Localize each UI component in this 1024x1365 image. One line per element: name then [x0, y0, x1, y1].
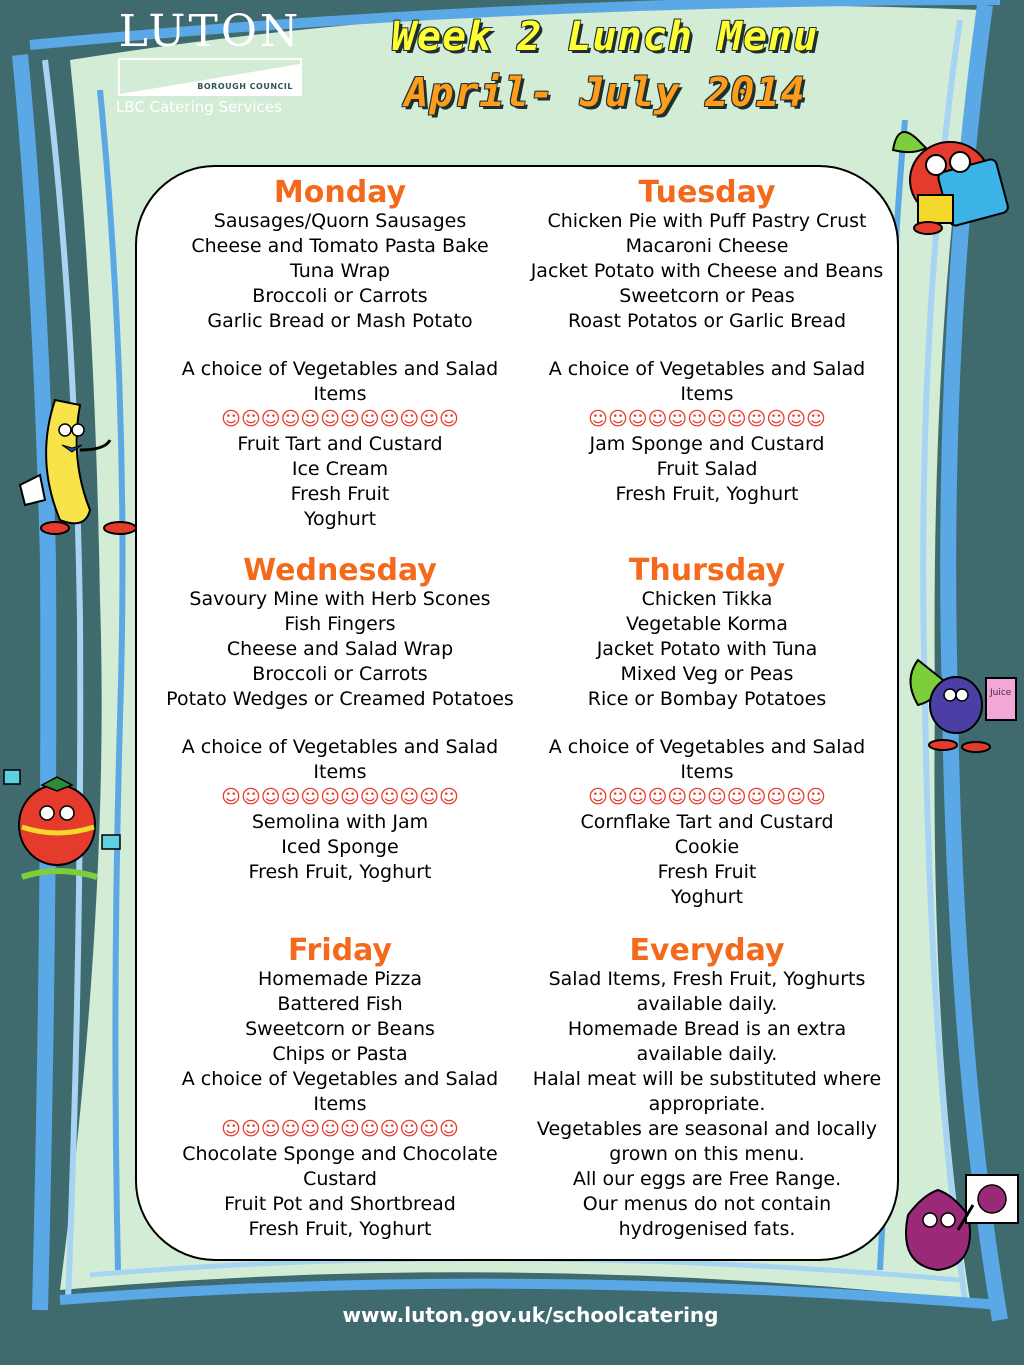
- dessert-item: Fruit Tart and Custard: [237, 433, 443, 455]
- luton-logo: [118, 8, 302, 96]
- dessert-item: Fruit Salad: [656, 458, 758, 480]
- smiley-row: ☺☺☺☺☺☺☺☺☺☺☺☺: [221, 408, 459, 430]
- menu-item: Potato Wedges or Creamed Potatoes: [166, 688, 514, 710]
- logo-subtext: BOROUGH COUNCIL: [194, 82, 296, 91]
- menu-item: Tuna Wrap: [290, 260, 390, 282]
- monday-section: [160, 175, 520, 532]
- menu-item: Savoury Mine with Herb Scones: [189, 588, 491, 610]
- menu-item: Mixed Veg or Peas: [620, 663, 794, 685]
- footer-url[interactable]: www.luton.gov.uk/schoolcatering: [342, 1303, 719, 1327]
- menu-item: Vegetable Korma: [626, 613, 788, 635]
- thursday-heading: Thursday: [628, 553, 786, 588]
- info-line: All our eggs are Free Range.: [572, 1168, 842, 1190]
- apple-reading-icon: [888, 120, 1018, 240]
- menu-item: Sweetcorn or Peas: [619, 285, 795, 307]
- dessert-item: Fresh Fruit: [290, 483, 390, 505]
- menu-item: Broccoli or Carrots: [252, 285, 428, 307]
- menu-item: Fish Fingers: [284, 613, 396, 635]
- menu-item: Sausages/Quorn Sausages: [213, 210, 467, 232]
- monday-heading: Monday: [273, 175, 407, 210]
- dessert-item: Fresh Fruit, Yoghurt: [615, 483, 799, 505]
- banana-waiter-icon: [10, 390, 140, 540]
- dessert-item: Fruit Pot and Shortbread: [224, 1193, 456, 1215]
- dessert-item: Jam Sponge and Custard: [589, 433, 825, 455]
- menu-item: Chicken Tikka: [641, 588, 773, 610]
- dessert-item: Fresh Fruit, Yoghurt: [248, 861, 432, 883]
- dessert-item: Cookie: [674, 836, 740, 858]
- dessert-item: Semolina with Jam: [251, 811, 429, 833]
- page-subtitle: April- July 2014: [404, 70, 806, 116]
- everyday-heading: Everyday: [629, 933, 785, 968]
- smiley-row: ☺☺☺☺☺☺☺☺☺☺☺☺: [588, 786, 826, 808]
- friday-heading: Friday: [287, 933, 392, 968]
- choice-text: A choice of Vegetables and Salad Items: [548, 736, 866, 783]
- logo-wordmark: LUTON: [118, 6, 302, 57]
- menu-item: Rice or Bombay Potatoes: [587, 688, 827, 710]
- menu-item: Chips or Pasta: [272, 1043, 408, 1065]
- plum-juice-icon: [898, 650, 1023, 755]
- tuesday-heading: Tuesday: [638, 175, 776, 210]
- menu-item: Jacket Potato with Tuna: [596, 638, 818, 660]
- everyday-section: [527, 933, 887, 1242]
- wednesday-section: [160, 553, 520, 885]
- menu-item: Roast Potatos or Garlic Bread: [567, 310, 847, 332]
- page-title: Week 2 Lunch Menu: [391, 14, 819, 60]
- menu-item: Broccoli or Carrots: [252, 663, 428, 685]
- dessert-item: Fresh Fruit, Yoghurt: [248, 1218, 432, 1240]
- dessert-item: Chocolate Sponge and Chocolate Custard: [182, 1143, 498, 1190]
- catering-services-label: LBC Catering Services: [116, 98, 282, 116]
- logo-box: [118, 58, 302, 96]
- smiley-row: ☺☺☺☺☺☺☺☺☺☺☺☺: [221, 786, 459, 808]
- friday-section: [160, 933, 520, 1242]
- tuesday-section: [527, 175, 887, 507]
- menu-item: Chicken Pie with Puff Pastry Crust: [547, 210, 867, 232]
- dessert-item: Yoghurt: [670, 886, 744, 908]
- menu-item: Jacket Potato with Cheese and Beans: [530, 260, 884, 282]
- dessert-item: Iced Sponge: [281, 836, 399, 858]
- choice-text: A choice of Vegetables and Salad Items: [548, 358, 866, 405]
- info-line: Vegetables are seasonal and locally grown on this menu.: [536, 1118, 878, 1165]
- menu-item: Garlic Bread or Mash Potato: [207, 310, 473, 332]
- info-line: Salad Items, Fresh Fruit, Yoghurts available daily.: [548, 968, 866, 1015]
- juice-label: Juice: [990, 688, 1012, 698]
- smiley-row: ☺☺☺☺☺☺☺☺☺☺☺☺: [221, 1118, 459, 1140]
- info-line: Homemade Bread is an extra available daily.: [567, 1018, 847, 1065]
- info-line: Halal meat will be substituted where appropriate.: [532, 1068, 882, 1115]
- menu-item: Cheese and Tomato Pasta Bake: [191, 235, 489, 257]
- choice-text: A choice of Vegetables and Salad Items: [181, 358, 499, 405]
- menu-item: Cheese and Salad Wrap: [226, 638, 454, 660]
- fig-teacher-icon: [898, 1165, 1023, 1275]
- dessert-item: Yoghurt: [303, 508, 377, 530]
- wednesday-heading: Wednesday: [243, 553, 437, 588]
- choice-text: A choice of Vegetables and Salad Items: [181, 1068, 499, 1115]
- menu-item: Sweetcorn or Beans: [245, 1018, 435, 1040]
- menu-item: Homemade Pizza: [258, 968, 422, 990]
- dessert-item: Fresh Fruit: [657, 861, 757, 883]
- menu-item: Battered Fish: [277, 993, 403, 1015]
- menu-item: Macaroni Cheese: [625, 235, 789, 257]
- smiley-row: ☺☺☺☺☺☺☺☺☺☺☺☺: [588, 408, 826, 430]
- thursday-section: [527, 553, 887, 910]
- tomato-weightlifter-icon: [2, 765, 127, 885]
- dessert-item: Ice Cream: [291, 458, 389, 480]
- choice-text: A choice of Vegetables and Salad Items: [181, 736, 499, 783]
- dessert-item: Cornflake Tart and Custard: [580, 811, 834, 833]
- info-line: Our menus do not contain hydrogenised fats.: [582, 1193, 832, 1240]
